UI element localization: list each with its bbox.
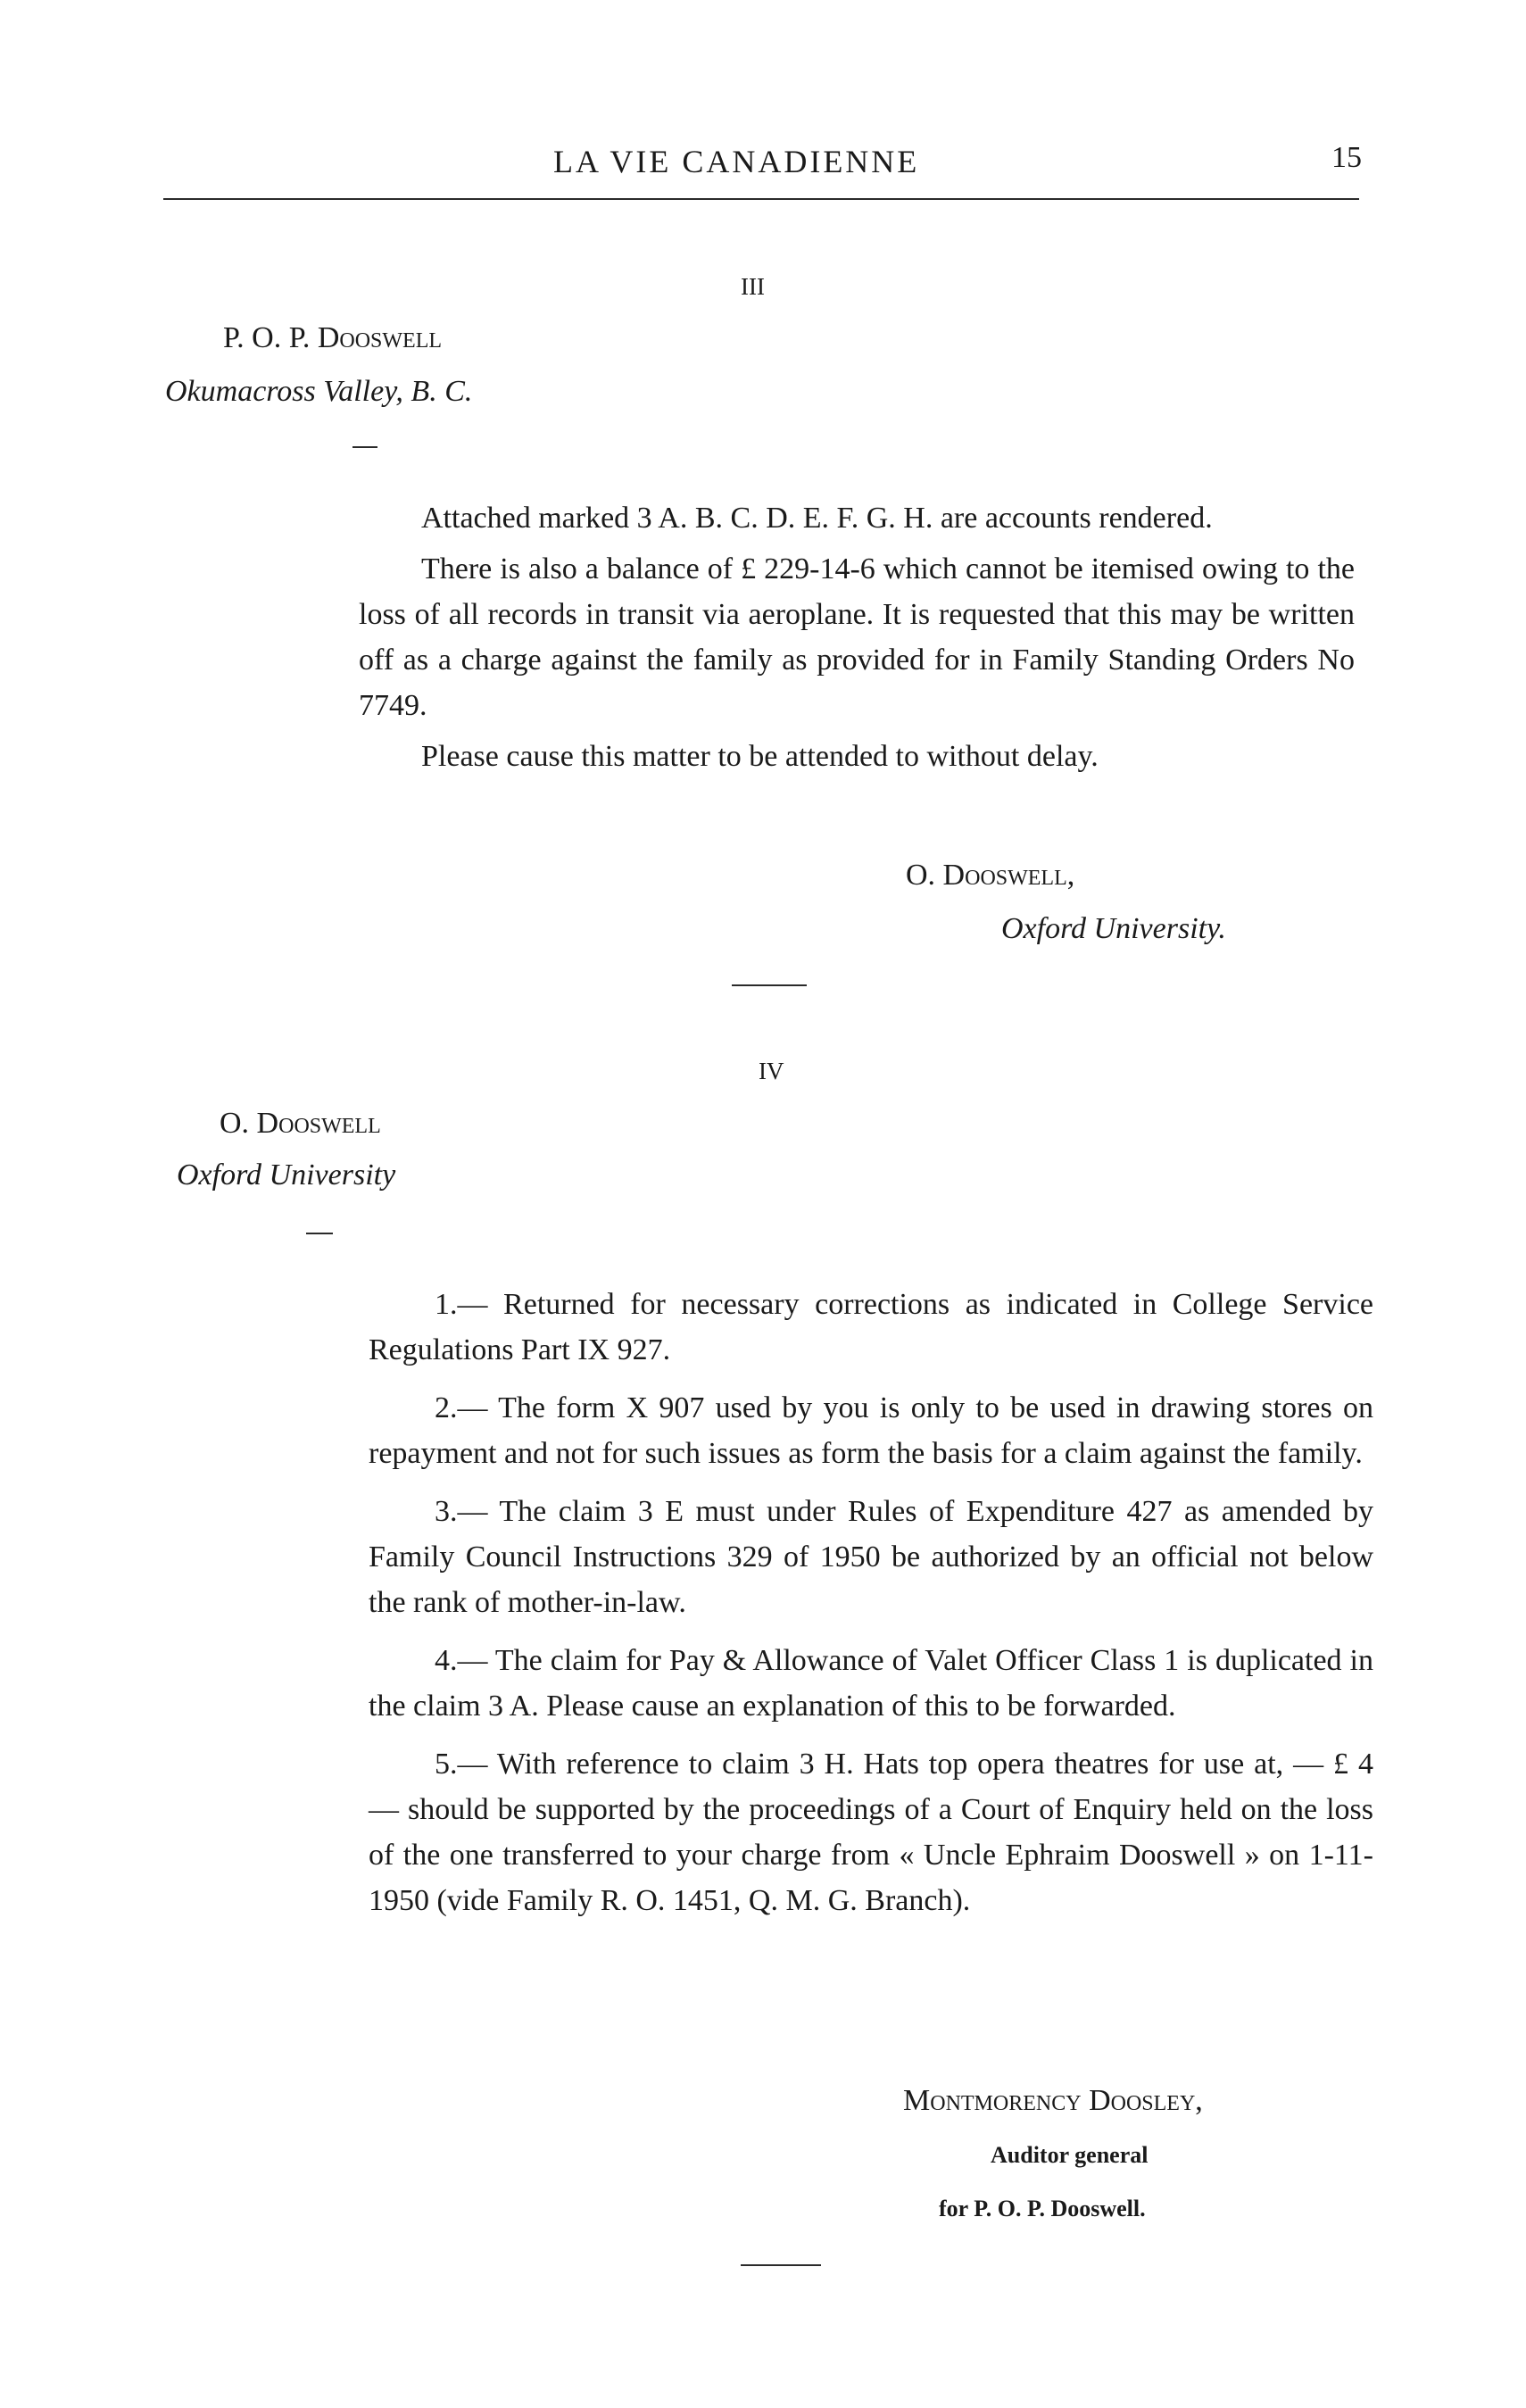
- addressee-name: P. O. P. Dooswell: [223, 321, 443, 354]
- short-dash: [306, 1233, 333, 1234]
- signature-for: for P. O. P. Dooswell.: [939, 2196, 1146, 2221]
- section-numeral-iii: III: [741, 273, 765, 300]
- addressee-place: Okumacross Valley, B. C.: [165, 375, 473, 408]
- header-rule: [163, 198, 1359, 200]
- addressee-place: Oxford University: [177, 1158, 396, 1192]
- signature-place: Oxford University.: [1001, 912, 1226, 945]
- letter-paragraph: 1.— Returned for necessary corrections as indicated in College Service Regulations Part IX 927. 2.— The form X 907 used by you is only to be used in drawing stores on repayment and not for such issues as form the basis for a claim against the family. 3.— The claim 3 E must under Rules of Expenditure 427 as amended by Family Council Instructions 329 of 1950 be authorized by an official not below the rank of mother-in-law. 4.— The claim for Pay & Allowance of Valet Officer Class 1 is duplicated in the claim 3 A. Please cause an explanation of this to be forwarded. 5.— With reference to claim 3 H. Hats top opera theatres for use at, — £ 4 — should be supported by the proceedings of a Court of Enquiry held on the loss of the one transferred to your charge from « Uncle Ephraim Dooswell » on 1-11-1950 (vide Family R. O. 1451, Q. M. G. Branch).: [369, 1288, 1373, 1917]
- signature-name: Montmorency Doosley,: [903, 2084, 1203, 2117]
- section-divider: [732, 984, 807, 986]
- addressee-name: O. Dooswell: [220, 1107, 381, 1140]
- letter-paragraph: Attached marked 3 A. B. C. D. E. F. G. H. are accounts rendered. There is also a balance of £ 229-14-6 which cannot be itemised owing to the loss of all records in transit via aeroplane. It is requested that this may be written off as a charge against the family as provided for in Family Standing Orders No 7749. Please cause this matter to be attended to without delay.: [359, 502, 1355, 773]
- short-dash: [352, 446, 377, 448]
- running-title: LA VIE CANADIENNE: [553, 144, 920, 179]
- end-rule: [741, 2264, 821, 2266]
- signature-title: Auditor general: [991, 2142, 1149, 2168]
- section-numeral-iv: IV: [759, 1058, 784, 1084]
- page-number: 15: [1331, 141, 1362, 174]
- signature-name: O. Dooswell,: [906, 859, 1075, 892]
